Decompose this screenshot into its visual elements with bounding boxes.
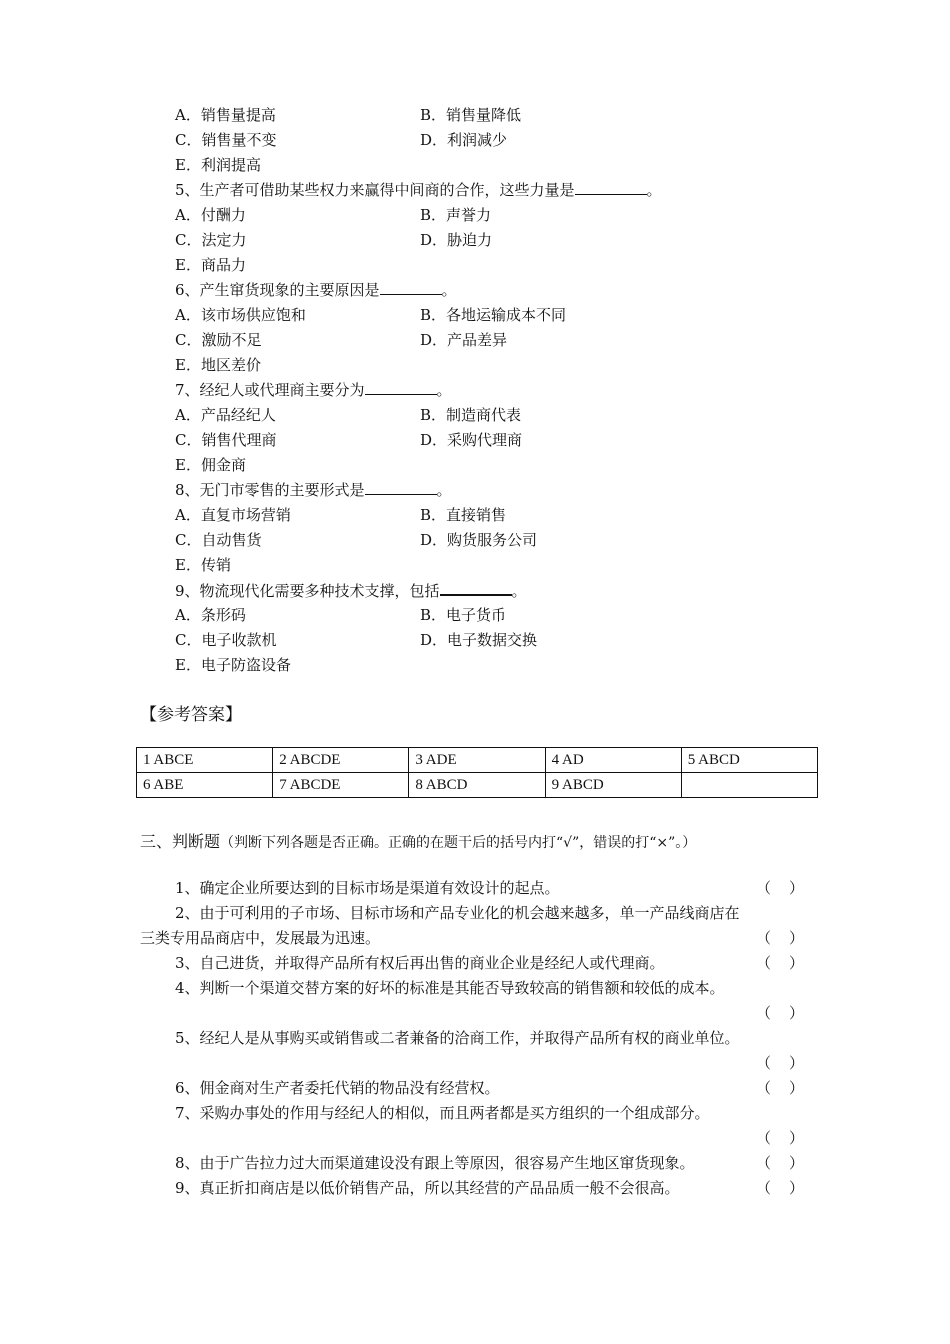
answers-table [136,747,818,798]
answer-cell: 2 ABCDE [273,748,409,773]
option-text: C．法定力 [175,231,247,249]
judge-item: 7、采购办事处的作用与经纪人的相似，而且两者都是买方组织的一个组成部分。 [175,1104,710,1122]
answer-cell: 7 ABCDE [273,773,409,798]
answer-parentheses[interactable]: （ ） [756,929,805,947]
judge-item: 3、自己进货，并取得产品所有权后再出售的商业企业是经纪人或代理商。 [175,954,665,972]
judge-item: 8、由于广告拉力过大而渠道建设没有跟上等原因，很容易产生地区窜货现象。 [175,1154,695,1172]
answer-cell [681,773,817,798]
option-text: E．电子防盗设备 [175,656,291,674]
option-text: E．商品力 [175,256,246,274]
option-text: D．采购代理商 [420,431,523,449]
answer-blank [365,480,437,495]
answer-blank [440,580,512,596]
option-text: C．激励不足 [175,331,262,349]
option-text: C．自动售货 [175,531,262,549]
option-text: B．制造商代表 [420,406,522,424]
judge-item: 6、佣金商对生产者委托代销的物品没有经营权。 [175,1079,500,1097]
question-stem: 9、物流现代化需要多种技术支撑，包括 。 [175,582,527,600]
option-text: E．传销 [175,556,231,574]
question-stem: 7、经纪人或代理商主要分为 。 [175,381,452,399]
table-row [137,773,818,798]
option-text: A．销售量提高 [175,106,276,124]
answer-parentheses[interactable]: （ ） [756,1054,805,1072]
table-row [137,748,818,773]
answer-blank [365,380,437,395]
option-text: D．产品差异 [420,331,508,349]
section-instructions: （判断下列各题是否正确。正确的在题干后的括号内打“√”，错误的打“×”。） [220,835,697,851]
answer-cell: 3 ADE [409,748,545,773]
answer-cell: 8 ABCD [409,773,545,798]
option-text: E．佣金商 [175,456,246,474]
answer-cell: 9 ABCD [545,773,681,798]
option-text: B．各地运输成本不同 [420,306,567,324]
judge-item: 1、确定企业所要达到的目标市场是渠道有效设计的起点。 [175,879,560,897]
option-text: D．电子数据交换 [420,631,538,649]
answer-parentheses[interactable]: （ ） [756,1004,805,1022]
answer-cell: 4 AD [545,748,681,773]
answer-parentheses[interactable]: （ ） [756,1154,805,1172]
answer-parentheses[interactable]: （ ） [756,954,805,972]
section-title: 三、判断题（判断下列各题是否正确。正确的在题干后的括号内打“√”，错误的打“×”。） [140,832,697,851]
answer-blank [380,280,442,295]
judge-item: 9、真正折扣商店是以低价销售产品，所以其经营的产品品质一般不会很高。 [175,1179,680,1197]
question-stem: 8、无门市零售的主要形式是 。 [175,481,452,499]
option-text: B．电子货币 [420,606,507,624]
option-text: B．销售量降低 [420,106,522,124]
option-text: D．购货服务公司 [420,531,538,549]
answers-heading: 【参考答案】 [140,705,242,725]
answer-cell: 6 ABE [137,773,273,798]
option-text: B．声誉力 [420,206,492,224]
option-text: A．产品经纪人 [175,406,276,424]
judge-item-continued: 三类专用品商店中，发展最为迅速。 [140,929,381,947]
answer-parentheses[interactable]: （ ） [756,879,805,897]
option-text: A．条形码 [175,606,246,624]
option-text: C．销售代理商 [175,431,277,449]
option-text: A．直复市场营销 [175,506,291,524]
option-text: D．利润减少 [420,131,508,149]
answer-cell: 5 ABCD [681,748,817,773]
question-stem: 6、产生窜货现象的主要原因是 。 [175,281,457,299]
judge-item: 4、判断一个渠道交替方案的好坏的标准是其能否导致较高的销售额和较低的成本。 [175,979,725,997]
judge-item: 5、经纪人是从事购买或销售或二者兼备的洽商工作，并取得产品所有权的商业单位。 [175,1029,740,1047]
answer-cell: 1 ABCE [137,748,273,773]
judge-item: 2、由于可利用的子市场、目标市场和产品专业化的机会越来越多，单一产品线商店在 [175,904,740,922]
answer-parentheses[interactable]: （ ） [756,1179,805,1197]
answer-parentheses[interactable]: （ ） [756,1079,805,1097]
option-text: D．胁迫力 [420,231,493,249]
option-text: B．直接销售 [420,506,507,524]
option-text: E．利润提高 [175,156,261,174]
option-text: A．付酬力 [175,206,246,224]
option-text: C．销售量不变 [175,131,277,149]
option-text: A．该市场供应饱和 [175,306,306,324]
answer-parentheses[interactable]: （ ） [756,1129,805,1147]
option-text: E．地区差价 [175,356,261,374]
question-stem: 5、生产者可借助某些权力来赢得中间商的合作，这些力量是 。 [175,181,662,199]
answer-blank [575,180,647,195]
option-text: C．电子收款机 [175,631,277,649]
